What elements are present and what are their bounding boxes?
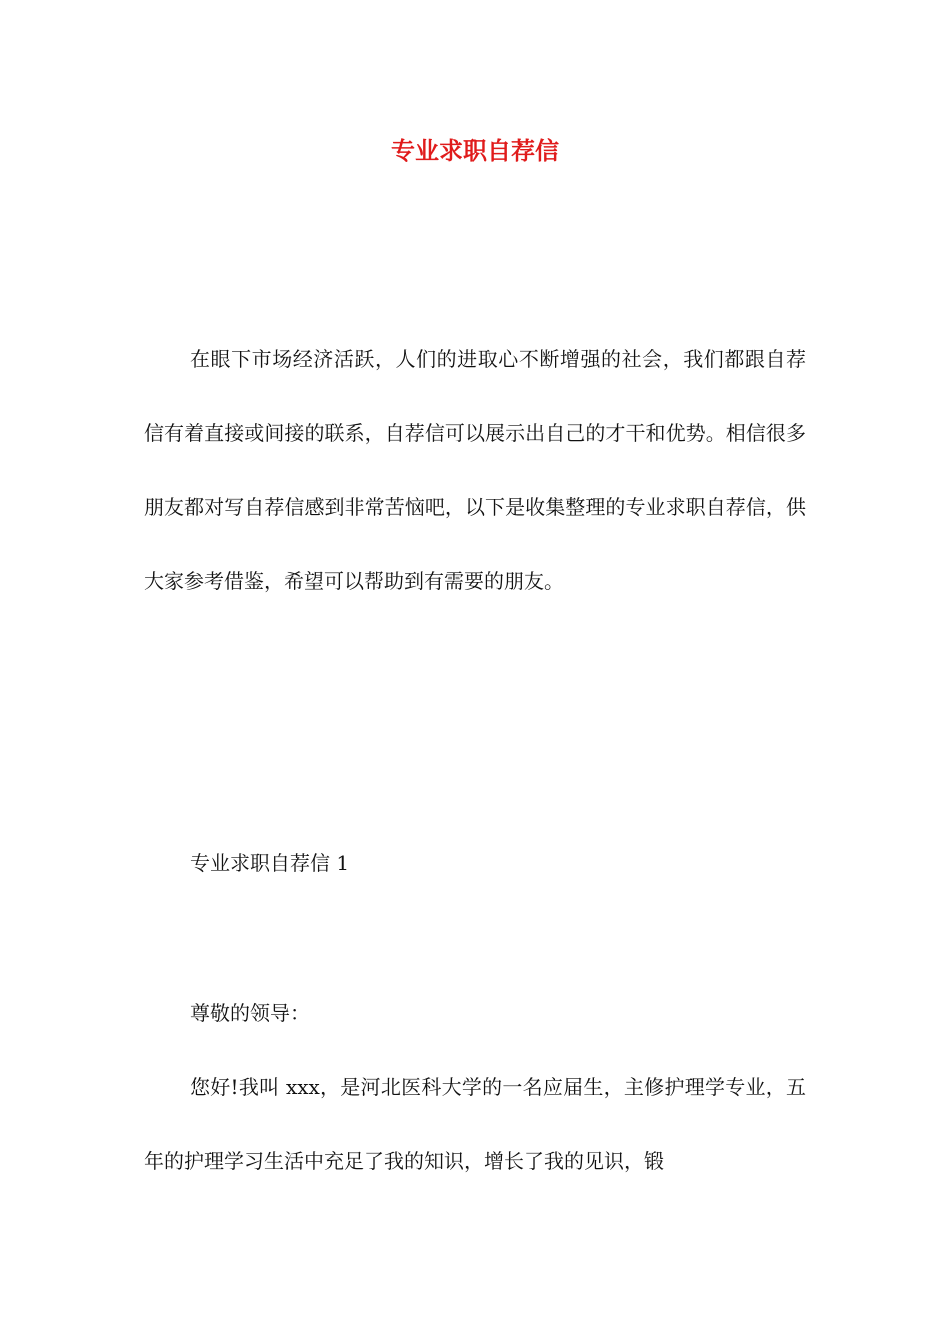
body-paragraph: 您好!我叫 xxx，是河北医科大学的一名应届生，主修护理学专业，五年的护理学习生活中充足了我的知识，增长了我的见识，锻 <box>144 1075 806 1173</box>
section-heading: 专业求职自荐信 1 <box>190 851 350 875</box>
document-title: 专业求职自荐信 <box>391 136 559 165</box>
intro-paragraph: 在眼下市场经济活跃，人们的进取心不断增强的社会，我们都跟自荐信有着直接或间接的联系，自荐信可以展示出自己的才干和优势。相信很多朋友都对写自荐信感到非常苦恼吧，以下是收集整理的专业求职自荐信，供大家参考借鉴，希望可以帮助到有需要的朋友。 <box>144 347 806 593</box>
salutation: 尊敬的领导： <box>190 1001 310 1025</box>
